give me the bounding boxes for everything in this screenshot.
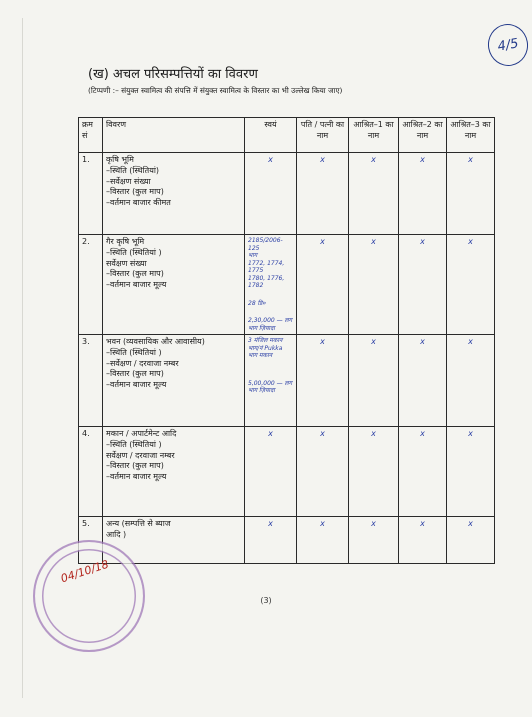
cross-mark: x (297, 153, 349, 235)
detail-line: आदि ) (106, 529, 127, 539)
handwritten-line: 2,30,000 — लग (248, 317, 292, 324)
section-title: (ख) अचल परिसम्पत्तियों का विवरण (88, 67, 258, 82)
footer-page-number: (3) (260, 596, 272, 605)
header-spouse: पति / पत्नी का नाम (297, 118, 349, 153)
detail-line: मकान / अपार्टमेन्ट आदि (106, 429, 177, 438)
detail-line: गैर कृषि भूमि (106, 237, 145, 246)
row-self-value: x (245, 427, 297, 517)
cross-mark: x (447, 153, 495, 235)
handwritten-line: भाग (248, 252, 258, 259)
handwritten-line: भाग मकान (248, 352, 273, 359)
handwritten-line: 1780, 1776, 1782 (248, 274, 285, 289)
detail-line: सर्वेक्षण / दरवाजा नम्बर (106, 450, 175, 460)
detail-line: –विस्तार (कुल माप) (106, 187, 164, 197)
cross-mark: x (297, 427, 349, 517)
handwritten-line: भाग ज़ियादा (248, 324, 275, 332)
table-row (79, 427, 495, 517)
detail-line: –स्थिति (स्थितियां ) (106, 247, 162, 257)
row-details (103, 427, 245, 517)
row-self-value (245, 235, 297, 335)
row-serial: 2. (79, 235, 103, 335)
cross-mark: x (297, 235, 349, 335)
cross-mark: x (349, 335, 399, 427)
handwritten-line: 1772, 1774, 1775 (248, 259, 285, 274)
cross-mark: x (349, 427, 399, 517)
cross-mark: x (349, 153, 399, 235)
row-self-value: x (245, 153, 297, 235)
signature: 04/10/18 (59, 557, 111, 586)
header-self: स्वयं (245, 118, 297, 153)
handwritten-line: भाग ज़ियादा (248, 387, 275, 394)
header-dependent-3: आश्रित–3 का नाम (447, 118, 495, 153)
cross-mark: x (399, 235, 447, 335)
handwritten-line (248, 307, 293, 317)
detail-line: –विस्तार (कुल माप) (106, 461, 164, 471)
detail-line: कृषि भूमि (106, 155, 134, 164)
handwritten-line: 28 डि० (248, 299, 266, 307)
cross-mark: x (297, 517, 349, 564)
cross-mark: x (349, 235, 399, 335)
section-note: (टिप्पणी :– संयुक्त स्वामित्व की संपत्ति में संयुक्त स्वामित्व के विस्तार का भी उल्लेख किया जाए) (88, 86, 343, 95)
cross-mark: x (399, 153, 447, 235)
header-dependent-2: आश्रित–2 का नाम (399, 118, 447, 153)
detail-line: –विस्तार (कुल माप) (106, 269, 164, 279)
row-self-value (245, 335, 297, 427)
detail-line: –सर्वेक्षण / दरवाजा नम्बर (106, 358, 179, 368)
table-header-row (79, 118, 495, 153)
detail-line: सर्वेक्षण संख्या (106, 258, 147, 268)
table-row (79, 235, 495, 335)
row-self-value: x (245, 517, 297, 564)
cross-mark: x (399, 427, 447, 517)
cross-mark: x (297, 335, 349, 427)
handwritten-line: भाग/नं Pukka (248, 344, 283, 352)
detail-line: –सर्वेक्षण संख्या (106, 176, 151, 186)
handwritten-line (248, 360, 293, 370)
detail-line: –स्थिति (स्थितियां) (106, 165, 160, 175)
cross-mark: x (447, 517, 495, 564)
row-serial: 5. (79, 517, 103, 564)
cross-mark: x (349, 517, 399, 564)
cross-mark: x (447, 427, 495, 517)
header-dependent-1: आश्रित–1 का नाम (349, 118, 399, 153)
header-details: विवरण (103, 118, 245, 153)
row-details (103, 335, 245, 427)
handwritten-line: 3 मंजिल मकान (248, 337, 283, 344)
header-sn: क्रम सं (79, 118, 103, 153)
row-details (103, 153, 245, 235)
cross-mark: x (447, 335, 495, 427)
immovable-assets-table (78, 117, 495, 564)
detail-line: –वर्तमान बाजार मूल्य (106, 380, 167, 390)
detail-line: –स्थिति (स्थितियां ) (106, 439, 162, 449)
handwritten-line: 2185/2006-125 (248, 237, 283, 252)
handwritten-line (248, 290, 293, 300)
detail-line: –वर्तमान बाजार मूल्य (106, 472, 167, 482)
row-details (103, 235, 245, 335)
table-row (79, 153, 495, 235)
handwritten-line (248, 370, 293, 380)
detail-line: अन्य (सम्पत्ति से ब्याज (106, 519, 171, 528)
table-row (79, 335, 495, 427)
row-serial: 1. (79, 153, 103, 235)
cross-mark: x (399, 517, 447, 564)
detail-line: –विस्तार (कुल माप) (106, 369, 164, 379)
handwritten-line: 5,00,000 — लग (248, 379, 292, 387)
row-serial: 3. (79, 335, 103, 427)
corner-page-number: 4/5 (485, 21, 532, 69)
cross-mark: x (399, 335, 447, 427)
detail-line: –स्थिति (स्थितियां ) (106, 347, 162, 357)
cross-mark: x (447, 235, 495, 335)
row-serial: 4. (79, 427, 103, 517)
detail-line: भवन (व्यवसायिक और आवासीय) (106, 337, 205, 346)
detail-line: –वर्तमान बाजार कीमत (106, 198, 171, 208)
detail-line: –वर्तमान बाजार मूल्य (106, 280, 167, 290)
table-row (79, 517, 495, 564)
